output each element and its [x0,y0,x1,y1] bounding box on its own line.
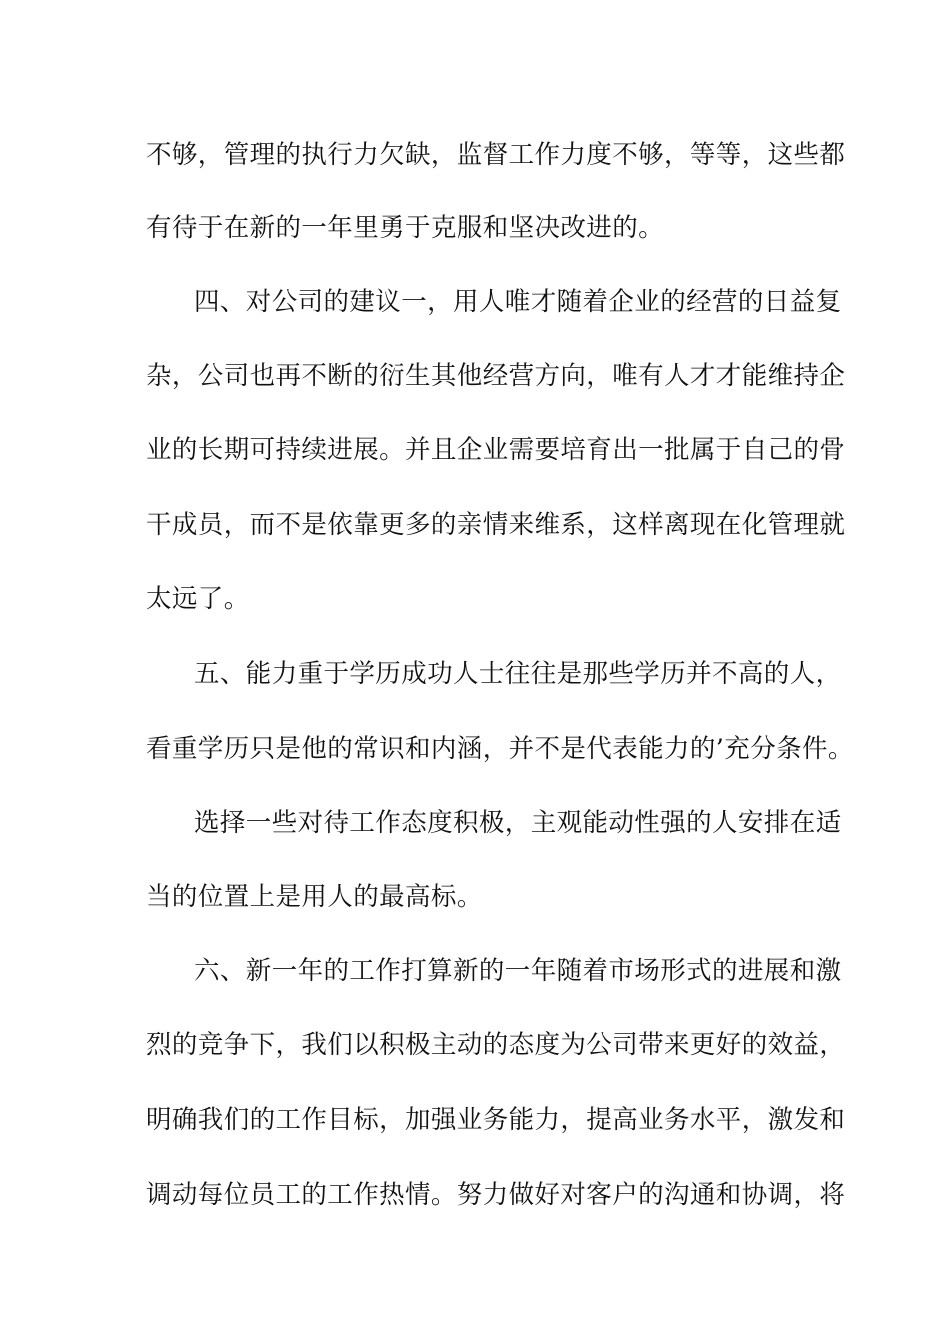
paragraph-start-line: 四、对公司的建议一，用人唯才随着企业的经营的日益复 [194,287,842,317]
paragraph-start-line: 五、能力重于学历成功人士往往是那些学历并不高的人， [194,659,842,689]
text-line: 杂，公司也再不断的衍生其他经营方向，唯有人才才能维持企 [146,361,846,391]
text-line: 烈的竞争下，我们以积极主动的态度为公司带来更好的效益， [146,1030,846,1060]
text-line: 明确我们的工作目标，加强业务能力，提高业务水平，激发和 [146,1105,846,1135]
text-line: 看重学历只是他的常识和内涵，并不是代表能力的’充分条件。 [146,734,854,764]
text-line: 业的长期可持续进展。并且企业需要培育出一批属于自己的骨 [146,435,846,465]
text-line: 太远了。 [146,584,250,614]
paragraph-start-line: 选择一些对待工作态度积极，主观能动性强的人安排在适 [194,808,842,838]
text-line: 有待于在新的一年里勇于克服和坚决改进的。 [146,213,665,243]
text-line: 干成员，而不是依靠更多的亲情来维系，这样离现在化管理就 [146,510,846,540]
paragraph-start-line: 六、新一年的工作打算新的一年随着市场形式的进展和激 [194,956,842,986]
text-line: 当的位置上是用人的最高标。 [146,882,483,912]
text-line: 不够，管理的执行力欠缺，监督工作力度不够，等等，这些都 [146,140,846,170]
text-line: 调动每位员工的工作热情。努力做好对客户的沟通和协调，将 [146,1180,846,1210]
